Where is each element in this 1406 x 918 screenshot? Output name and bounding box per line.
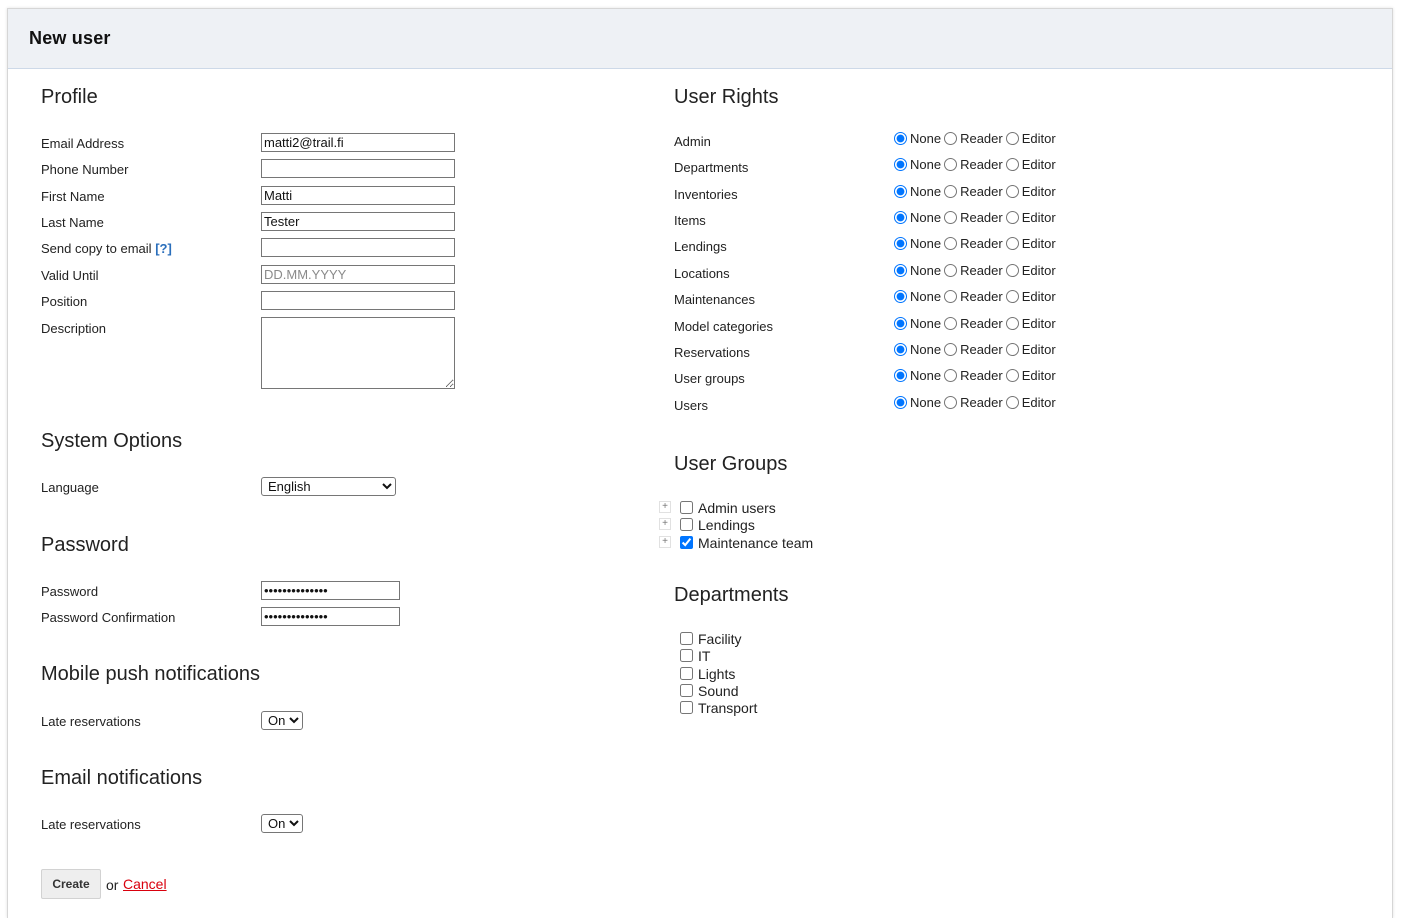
rights-radio-label[interactable]: Reader	[960, 395, 1003, 410]
rights-radio-group	[894, 184, 1059, 199]
rights-row-label: Reservations	[674, 345, 750, 360]
rights-row-label: User groups	[674, 371, 745, 386]
rights-row	[674, 370, 1094, 388]
rights-row-label: Model categories	[674, 319, 773, 334]
rights-radio-editor[interactable]	[1006, 264, 1019, 277]
rights-radio-editor[interactable]	[1006, 211, 1019, 224]
department-label[interactable]: Sound	[698, 682, 739, 699]
rights-row-label: Maintenances	[674, 292, 755, 307]
email-late-reservations-label: Late reservations	[41, 817, 141, 832]
rights-row-label: Items	[674, 213, 706, 228]
mobile-late-reservations-select[interactable]	[261, 711, 303, 730]
phone-label: Phone Number	[41, 162, 129, 177]
department-item	[680, 647, 710, 664]
department-item	[680, 682, 738, 699]
department-item	[680, 630, 742, 647]
rights-radio-none[interactable]	[894, 158, 907, 171]
rights-radio-none[interactable]	[894, 369, 907, 382]
rights-radio-reader[interactable]	[944, 343, 957, 356]
rights-radio-reader[interactable]	[944, 369, 957, 382]
rights-radio-group	[894, 342, 1059, 357]
valid-until-field[interactable]	[261, 265, 455, 284]
rights-radio-group	[894, 236, 1059, 251]
rights-radio-label[interactable]: None	[910, 236, 942, 251]
rights-row	[674, 212, 1094, 230]
rights-radio-label[interactable]: Reader	[960, 131, 1003, 146]
language-label: Language	[41, 480, 99, 495]
rights-row	[674, 265, 1094, 283]
rights-radio-label[interactable]: None	[910, 184, 942, 199]
rights-radio-none[interactable]	[894, 343, 907, 356]
rights-radio-label[interactable]: None	[910, 289, 942, 304]
or-text: or	[106, 877, 119, 893]
rights-radio-group	[894, 131, 1059, 146]
rights-radio-label[interactable]: Editor	[1021, 210, 1056, 225]
rights-row	[674, 397, 1094, 415]
rights-row	[674, 186, 1094, 204]
rights-radio-label[interactable]: Editor	[1021, 395, 1056, 410]
expand-icon[interactable]: +	[659, 536, 671, 548]
email-label: Email Address	[41, 136, 125, 151]
user-groups-section-title: User Groups	[674, 453, 788, 475]
rights-radio-reader[interactable]	[944, 396, 957, 409]
rights-radio-editor[interactable]	[1006, 369, 1019, 382]
rights-radio-label[interactable]: Editor	[1021, 157, 1056, 172]
department-checkbox[interactable]	[680, 667, 693, 680]
first-name-field[interactable]	[261, 186, 455, 205]
rights-radio-editor[interactable]	[1006, 396, 1019, 409]
department-checkbox[interactable]	[680, 684, 693, 697]
email-field[interactable]	[261, 133, 455, 152]
phone-field[interactable]	[261, 159, 455, 178]
position-field[interactable]	[261, 291, 455, 310]
user-group-item	[680, 499, 776, 516]
send-copy-label	[41, 241, 172, 256]
send-copy-label-text: Send copy to email	[41, 241, 152, 256]
rights-row-label: Lendings	[674, 239, 727, 254]
rights-row-label: Inventories	[674, 187, 738, 202]
rights-radio-reader[interactable]	[944, 211, 957, 224]
rights-radio-editor[interactable]	[1006, 237, 1019, 250]
user-group-label[interactable]: Maintenance team	[698, 534, 814, 551]
help-link[interactable]: [?]	[155, 241, 172, 256]
department-checkbox[interactable]	[680, 632, 693, 645]
password-section-title: Password	[41, 534, 129, 556]
cancel-link[interactable]: Cancel	[123, 876, 167, 892]
rights-radio-label[interactable]: Editor	[1021, 236, 1056, 251]
rights-radio-none[interactable]	[894, 132, 907, 145]
expand-icon[interactable]: +	[659, 501, 671, 513]
first-name-label: First Name	[41, 189, 105, 204]
rights-radio-reader[interactable]	[944, 317, 957, 330]
user-group-checkbox[interactable]	[680, 501, 693, 514]
panel-header	[8, 9, 1392, 69]
position-label: Position	[41, 294, 88, 309]
rights-radio-label[interactable]: None	[910, 368, 942, 383]
department-item	[680, 699, 757, 716]
rights-radio-group	[894, 289, 1059, 304]
rights-radio-none[interactable]	[894, 317, 907, 330]
rights-row	[674, 159, 1094, 177]
rights-radio-label[interactable]: Editor	[1021, 184, 1056, 199]
rights-radio-editor[interactable]	[1006, 317, 1019, 330]
user-group-label[interactable]: Admin users	[698, 499, 776, 516]
rights-radio-editor[interactable]	[1006, 290, 1019, 303]
rights-radio-group	[894, 368, 1059, 383]
rights-radio-label[interactable]: None	[910, 210, 942, 225]
rights-radio-editor[interactable]	[1006, 185, 1019, 198]
language-select[interactable]	[261, 477, 396, 496]
rights-radio-none[interactable]	[894, 211, 907, 224]
rights-radio-none[interactable]	[894, 264, 907, 277]
rights-row	[674, 344, 1094, 362]
rights-radio-label[interactable]: None	[910, 131, 942, 146]
rights-radio-label[interactable]: Reader	[960, 263, 1003, 278]
description-field[interactable]	[261, 317, 455, 389]
rights-radio-label[interactable]: None	[910, 342, 942, 357]
system-options-section-title: System Options	[41, 430, 183, 452]
password-field[interactable]	[261, 581, 400, 600]
rights-radio-label[interactable]: Reader	[960, 342, 1003, 357]
department-label[interactable]: Facility	[698, 630, 742, 647]
rights-radio-none[interactable]	[894, 396, 907, 409]
rights-radio-group	[894, 316, 1059, 331]
department-label[interactable]: Transport	[698, 699, 758, 716]
rights-row	[674, 291, 1094, 309]
rights-radio-label[interactable]: Reader	[960, 236, 1003, 251]
rights-row	[674, 133, 1094, 151]
rights-radio-label[interactable]: Editor	[1021, 263, 1056, 278]
user-group-checkbox[interactable]	[680, 536, 693, 549]
rights-row-label: Locations	[674, 266, 730, 281]
rights-radio-label[interactable]: None	[910, 157, 942, 172]
rights-radio-editor[interactable]	[1006, 132, 1019, 145]
rights-radio-label[interactable]: Reader	[960, 157, 1003, 172]
rights-radio-reader[interactable]	[944, 290, 957, 303]
user-group-item	[680, 516, 755, 533]
department-checkbox[interactable]	[680, 701, 693, 714]
rights-radio-label[interactable]: Editor	[1021, 289, 1056, 304]
rights-radio-none[interactable]	[894, 237, 907, 250]
rights-radio-label[interactable]: Editor	[1021, 368, 1056, 383]
new-user-panel	[7, 8, 1393, 918]
valid-until-label: Valid Until	[41, 268, 99, 283]
rights-radio-reader[interactable]	[944, 132, 957, 145]
rights-radio-group	[894, 210, 1059, 225]
rights-radio-label[interactable]: Reader	[960, 289, 1003, 304]
profile-section-title: Profile	[41, 86, 98, 108]
department-checkbox[interactable]	[680, 649, 693, 662]
rights-radio-group	[894, 263, 1059, 278]
rights-radio-none[interactable]	[894, 290, 907, 303]
password-confirmation-label: Password Confirmation	[41, 610, 176, 625]
rights-radio-label[interactable]: Editor	[1021, 342, 1056, 357]
rights-radio-reader[interactable]	[944, 237, 957, 250]
rights-radio-group	[894, 157, 1059, 172]
rights-radio-editor[interactable]	[1006, 158, 1019, 171]
rights-radio-editor[interactable]	[1006, 343, 1019, 356]
last-name-field[interactable]	[261, 212, 455, 231]
department-item	[680, 665, 735, 682]
rights-row-label: Admin	[674, 134, 711, 149]
rights-radio-label[interactable]: Editor	[1021, 131, 1056, 146]
rights-radio-group	[894, 395, 1059, 410]
mobile-late-reservations-label: Late reservations	[41, 714, 141, 729]
rights-radio-label[interactable]: None	[910, 263, 942, 278]
rights-row	[674, 318, 1094, 336]
rights-radio-label[interactable]: None	[910, 395, 942, 410]
department-label[interactable]: IT	[698, 647, 711, 664]
rights-radio-reader[interactable]	[944, 158, 957, 171]
user-group-label[interactable]: Lendings	[698, 516, 755, 533]
rights-radio-label[interactable]: Reader	[960, 184, 1003, 199]
create-button[interactable]: Create	[41, 869, 101, 899]
mobile-push-section-title: Mobile push notifications	[41, 663, 261, 685]
user-rights-section-title: User Rights	[674, 86, 779, 108]
rights-row-label: Users	[674, 398, 708, 413]
rights-row	[674, 238, 1094, 256]
last-name-label: Last Name	[41, 215, 104, 230]
rights-radio-label[interactable]: Editor	[1021, 316, 1056, 331]
email-late-reservations-select[interactable]	[261, 814, 303, 833]
description-label: Description	[41, 321, 107, 336]
department-label[interactable]: Lights	[698, 665, 736, 682]
page-title: New user	[29, 28, 111, 48]
rights-radio-none[interactable]	[894, 185, 907, 198]
email-notifications-section-title: Email notifications	[41, 767, 203, 789]
password-confirmation-field[interactable]	[261, 607, 400, 626]
user-group-item	[680, 534, 813, 551]
rights-radio-label[interactable]: None	[910, 316, 942, 331]
send-copy-email-field[interactable]	[261, 238, 455, 257]
expand-icon[interactable]: +	[659, 518, 671, 530]
user-group-checkbox[interactable]	[680, 518, 693, 531]
rights-radio-label[interactable]: Reader	[960, 368, 1003, 383]
rights-radio-reader[interactable]	[944, 185, 957, 198]
rights-row-label: Departments	[674, 160, 749, 175]
rights-radio-label[interactable]: Reader	[960, 210, 1003, 225]
departments-section-title: Departments	[674, 584, 789, 606]
rights-radio-reader[interactable]	[944, 264, 957, 277]
rights-radio-label[interactable]: Reader	[960, 316, 1003, 331]
password-label: Password	[41, 584, 99, 599]
